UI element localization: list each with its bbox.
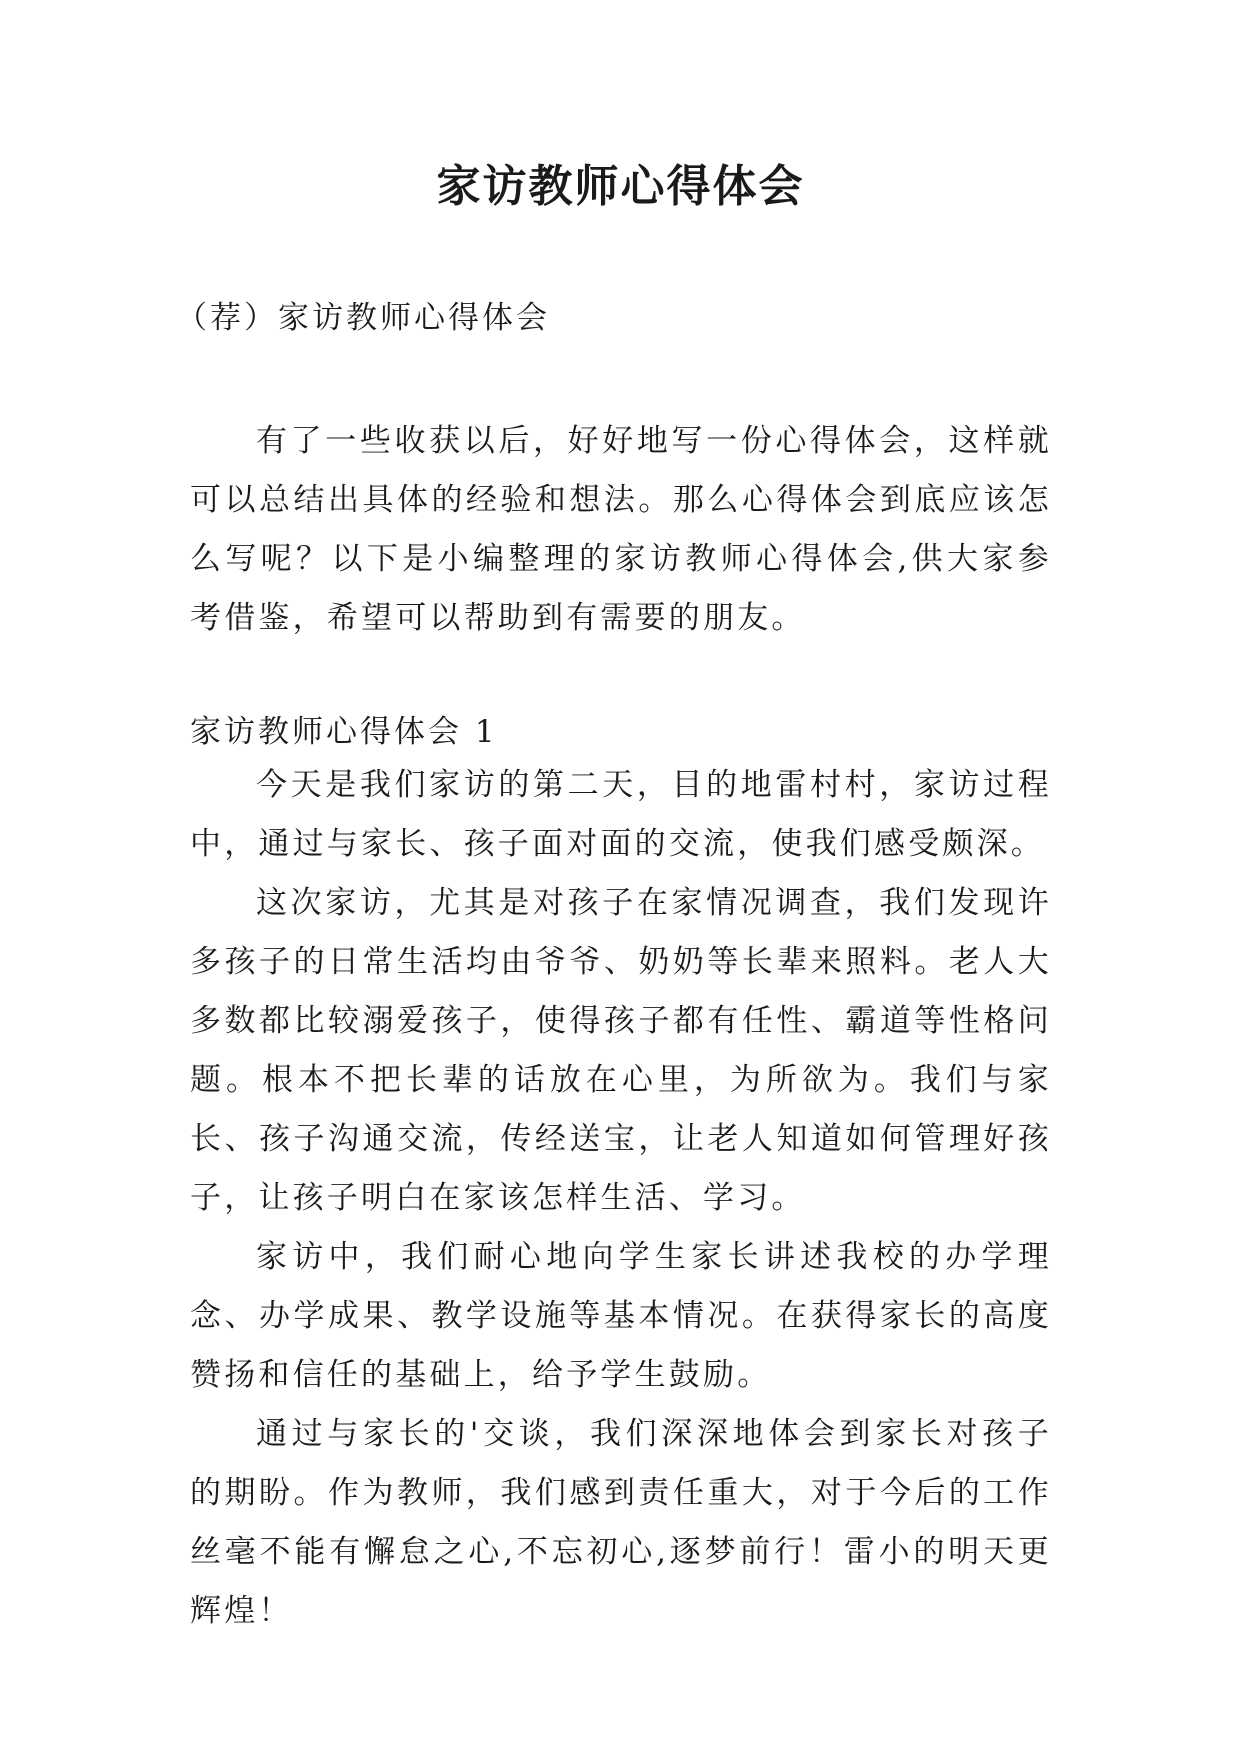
document-title: 家访教师心得体会 <box>436 161 805 212</box>
section-heading: 家访教师心得体会 1 <box>190 714 498 750</box>
body-paragraph: 这次家访，尤其是对孩子在家情况调查，我们发现许多孩子的日常生活均由爷爷、奶奶等长辈来照料。老人大多数都比较溺爱孩子，使得孩子都有任性、霸道等性格问题。根本不把长辈的话放在心里，为所欲为。我们与家长、孩子沟通交流，传经送宝，让老人知道如何管理好孩子，让孩子明白在家该怎样生活、学习。 <box>190 885 1052 1216</box>
intro-paragraph: 有了一些收获以后，好好地写一份心得体会，这样就可以总结出具体的经验和想法。那么心得体会到底应该怎么写呢？以下是小编整理的家访教师心得体会,供大家参考借鉴，希望可以帮助到有需要的朋友。 <box>190 423 1052 636</box>
body-paragraph: 家访中，我们耐心地向学生家长讲述我校的办学理念、办学成果、教学设施等基本情况。在获得家长的高度赞扬和信任的基础上，给予学生鼓励。 <box>190 1239 1052 1393</box>
body-paragraph: 通过与家长的'交谈，我们深深地体会到家长对孩子的期盼。作为教师，我们感到责任重大，对于今后的工作丝毫不能有懈怠之心,不忘初心,逐梦前行！雷小的明天更辉煌！ <box>190 1416 1052 1629</box>
body-paragraph: 今天是我们家访的第二天，目的地雷村村，家访过程中，通过与家长、孩子面对面的交流，使我们感受颇深。 <box>190 767 1052 862</box>
document-subtitle: （荐）家访教师心得体会 <box>176 300 550 336</box>
